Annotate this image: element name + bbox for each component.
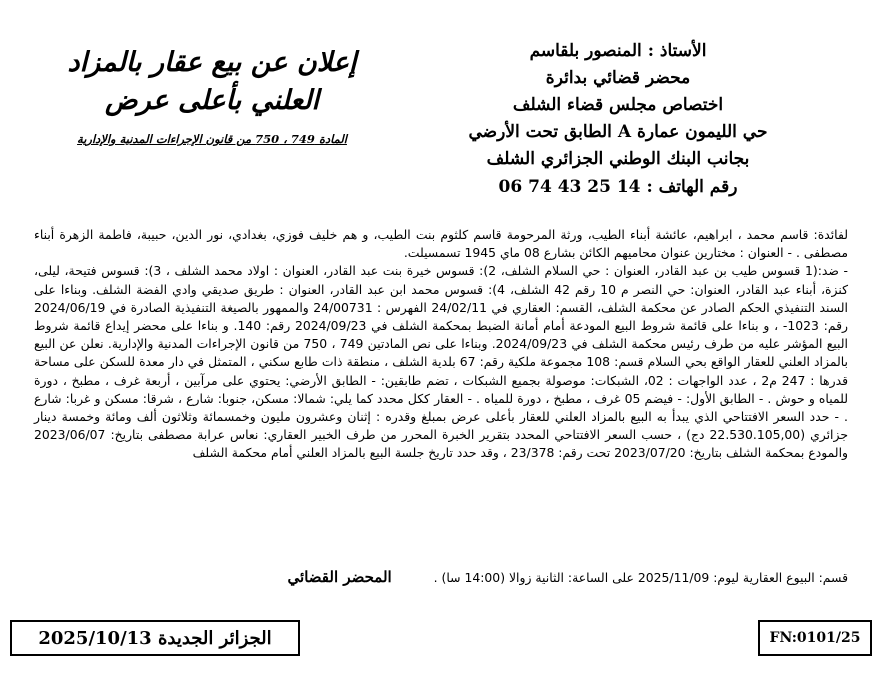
closing-line: [48, 568, 848, 587]
bailiff-name: الأستاذ : المنصور بلقاسم: [529, 41, 707, 61]
notice-body: [34, 226, 848, 463]
file-number: FN:0101/25: [769, 630, 861, 646]
bailiff-info: [418, 38, 818, 201]
phone-label: رقم الهاتف :: [646, 177, 738, 197]
legal-articles-reference: المادة 749 ، 750 من قانون الإجراءات المدنية والإدارية: [77, 132, 347, 146]
auction-session-date: قسم: البيوع العقارية ليوم: 2025/11/09 على الساعة: الثانية زوالا (14:00 سا) .: [433, 570, 848, 585]
bailiff-role: محضر قضائي بدائرة: [545, 68, 691, 88]
bailiff-address: حي الليمون عمارة A الطابق تحت الأرضي: [468, 122, 768, 142]
phone-line: [418, 174, 818, 201]
newspaper-and-date: الجزائر الجديدة 2025/10/13: [38, 627, 272, 649]
file-number-box: [758, 620, 872, 656]
bailiff-signature: المحضر القضائي: [287, 568, 392, 586]
notice-title-block: [22, 44, 402, 146]
notice-title-line-1: إعلان عن بيع عقار بالمزاد: [67, 47, 357, 78]
bailiff-address-landmark: بجانب البنك الوطني الجزائري الشلف: [486, 149, 750, 169]
notice-title-line-2: العلني بأعلى عرض: [104, 85, 320, 116]
bailiff-jurisdiction: اختصاص مجلس قضاء الشلف: [512, 95, 724, 115]
beneficiaries-paragraph: لفائدة: قاسم محمد ، ابراهيم، عائشة أبناء الطيب، ورثة المرحومة قاسم كلثوم بنت الطيب، و هم خليف فوزي، بغدادي، نور الدين، حبيبة، فاطمة الزهرة أبناء مصطفى . - العنوان : مختارين عنوان محاميهم الكائن بشارع 08 ماي 1945 تسمسيلت.: [34, 227, 848, 261]
publication-box: [10, 620, 300, 656]
phone-number: 06 74 43 25 14: [498, 177, 641, 197]
defendants-and-sale-details: - ضد:(1 قسوس طيب بن عبد القادر، العنوان : حي السلام الشلف، 2): قسوس خيرة بنت عبد القادر، العنوان : اولاد محمد الشلف ، 3): قسوس فتيحة، ليلى، كنزة، أبناء عبد القادر، العنوان: حي النصر م 10 رقم 42 الشلف، 4): قسوس محمد ابن عبد القادر، العنوان : طريق صديقي وادي الفضة الشلف. وبناءا على السند التنفيذي الحكم الصادر عن محكمة الشلف، القسم: العقاري في 24/02/11 الفهرس : 24/00731 والممهور بالصيغة التنفيذية الصادرة في 2024/06/19 رقم: 1023- ، و بناءا على قائمة شروط البيع المودعة أمام أمانة الضبط بمحكمة الشلف في 2024/09/23 رقم: 140. و بناءا على محضر إيداع قائمة شروط البيع المؤشر عليه من طرف رئيس محكمة الشلف في 2024/09/23. وبناءا على نص المادتين 749 ، 750 من قانون الإجراءات المدنية والإدارية. نعلن عن البيع بالمزاد العلني للعقار الواقع بحي السلام قسم: 108 مجموعة ملكية رقم: 67 بلدية الشلف ، منطقة ذات طابع سكني ، المتمثل في دار معدة للسكن على مساحة قدرها : 247 م2 ، عدد الواجهات : 02، الشبكات: موصولة بجميع الشبكات ، تضم طابقين: - الطابق الأرضي: يحتوي على مرآبين ، أربعة غرف ، مطبخ ، دورة للمياه و حوش . - الطابق الأول: - فيضم 05 غرف ، مطبخ ، دورة للمياه . - العقار ككل محدد كما يلي: شمالا: مسكن، جنوبا: شارع ، شرقا: مسكن و غربا: شارع . - حدد السعر الافتتاحي الذي يبدأ به البيع بالمزاد العلني للعقار بأعلى عرض بمبلغ وقدره : إثنان وعشرون مليون وخمسمائة وثلاثون ألف ومائة وخمسة دينار جزائري (22.530.105,00 دج) ، حسب السعر الافتتاحي المحدد بتقرير الخبرة المحرر من طرف الخبير العقاري: نعاس عرابة مصطفى بتاريخ: 2023/06/07 والمودع بمحكمة الشلف بتاريخ: 2023/07/20 تحت رقم: 23/378 ، وقد حدد تاريخ جلسة البيع بالمزاد العلني أمام محكمة الشلف: [34, 263, 849, 461]
